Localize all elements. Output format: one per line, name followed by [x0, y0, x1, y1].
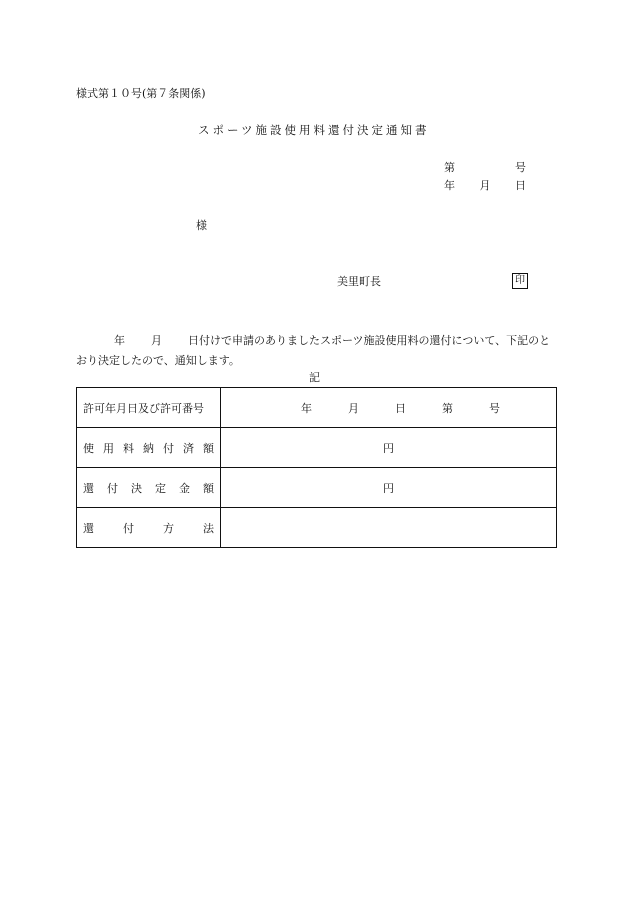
document-date: [444, 180, 526, 191]
table-row: [77, 468, 557, 508]
permit-day: 日: [395, 401, 406, 415]
table-row: [77, 388, 557, 428]
body-year: 年: [114, 334, 125, 347]
refund-amount-label-cell: [77, 468, 221, 508]
ki-heading: 記: [309, 371, 320, 384]
label-char: 定: [155, 481, 166, 495]
label-char: 納: [143, 441, 154, 455]
refund-amount-value-cell: [221, 468, 557, 508]
doc-date-day: 日: [515, 179, 526, 192]
permit-year: 年: [301, 401, 312, 415]
label-char: 還: [83, 481, 94, 495]
label-char: 法: [203, 521, 214, 535]
label-char: 料: [123, 441, 134, 455]
document-title: スポーツ施設使用料還付決定通知書: [198, 123, 430, 137]
label-char: 付: [107, 481, 118, 495]
label-char: 決: [131, 481, 142, 495]
label-char: 付: [163, 441, 174, 455]
permit-no-prefix: 第: [442, 401, 453, 415]
label-char: 方: [163, 521, 174, 535]
label-char: 金: [179, 481, 190, 495]
refund-method-value-cell: [221, 508, 557, 548]
doc-number-prefix: 第: [444, 161, 455, 174]
table-row: [77, 508, 557, 548]
permit-label: 許可年月日及び許可番号: [83, 401, 204, 415]
details-table: [76, 387, 557, 548]
seal-mark: 印: [512, 273, 528, 289]
body-text: 日付けで申請のありましたスポーツ施設使用料の還付について、下記のとおり決定したので、通知します。: [76, 334, 551, 367]
doc-date-month: 月: [479, 179, 491, 192]
label-char: 用: [103, 441, 114, 455]
label-char: 還: [83, 521, 94, 535]
label-char: 使: [83, 441, 94, 455]
permit-no-suffix: 号: [489, 401, 500, 415]
document-number: [444, 162, 526, 173]
label-char: 済: [183, 441, 194, 455]
label-char: 額: [203, 481, 214, 495]
label-char: 付: [123, 521, 134, 535]
body-paragraph: [76, 331, 556, 371]
doc-date-year: 年: [444, 179, 455, 192]
paid-fee-value-cell: [221, 428, 557, 468]
body-month: 月: [151, 334, 162, 347]
issuer-name: 美里町長: [337, 275, 381, 288]
table-row: [77, 428, 557, 468]
paid-fee-yen: 円: [383, 441, 394, 455]
form-number: 様式第１０号(第７条関係): [76, 87, 206, 100]
addressee-suffix: 様: [196, 219, 207, 232]
refund-method-label-cell: [77, 508, 221, 548]
permit-value-cell: [221, 388, 557, 428]
permit-month: 月: [348, 401, 359, 415]
doc-number-suffix: 号: [515, 161, 526, 174]
label-char: 額: [203, 441, 214, 455]
paid-fee-label-cell: [77, 428, 221, 468]
permit-label-cell: [77, 388, 221, 428]
refund-amount-yen: 円: [383, 481, 394, 495]
